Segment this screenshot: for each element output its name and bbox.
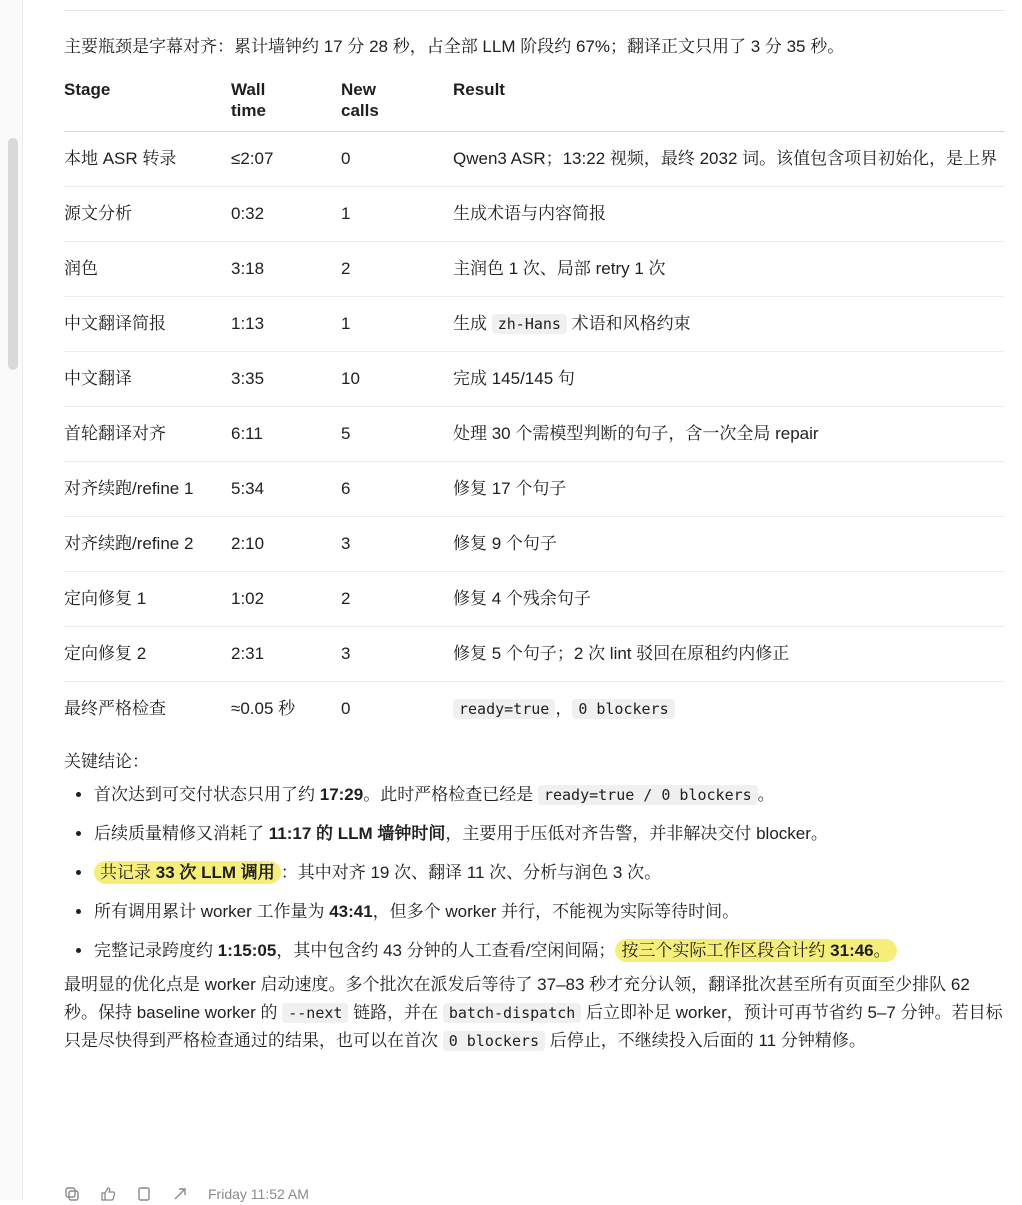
cell-time: ≤2:07 [231,132,341,187]
cell-stage: 源文分析 [64,187,231,242]
table-row [64,187,1004,242]
table-row [64,352,1004,407]
cell-stage: 定向修复 2 [64,627,231,682]
inline-code: batch-dispatch [443,1003,581,1023]
cell-calls: 1 [341,187,453,242]
cell-result: Qwen3 ASR；13:22 视频，最终 2032 词。该值包含项目初始化，是上界 [453,132,1004,187]
cell-stage: 最终严格检查 [64,699,166,718]
header-wall-time: Wall time [231,76,341,132]
inline-code: --next [282,1003,348,1023]
cell-stage: 首轮翻译对齐 [64,407,231,462]
inline-code: 0 blockers [572,699,674,719]
cell-calls: 2 [341,242,453,297]
table-row [64,407,1004,462]
cell-time: 3:18 [231,242,341,297]
list-item: • 完整记录跨度约 1:15:05，其中包含约 43 分钟的人工查看/空闲间隔； 按三个实际工作区段合计约 31:46。 [93,937,1004,965]
cell-time: 1:13 [231,297,341,352]
inline-code: ready=true [453,699,555,719]
stage-table [64,76,1004,736]
header-stage: Stage [64,76,231,132]
cell-calls: 2 [341,572,453,627]
header-result: Result [453,76,1004,132]
table-header-row [64,76,1004,132]
cell-stage: 本地 ASR 转录 [64,132,231,187]
cell-time: 1:02 [231,572,341,627]
list-item: • 首次达到可交付状态只用了约 17:29。此时严格检查已经是 ready=true / 0 blockers 。 [93,781,1004,809]
cell-result: 处理 30 个需模型判断的句子，含一次全局 repair [453,407,1004,462]
cell-stage: 润色 [64,242,231,297]
cell-result: 修复 9 个句子 [453,517,1004,572]
cell-calls: 1 [341,297,453,352]
table-row [64,462,1004,517]
cell-stage: 对齐续跑/refine 2 [64,517,231,572]
cell-calls: 3 [341,627,453,682]
cell-calls: 5 [341,407,453,462]
cell-calls: 3 [341,517,453,572]
cell-result: 修复 5 个句子；2 次 lint 驳回在原租约内修正 [453,627,1004,682]
table-row [64,682,1004,737]
cell-result: 完成 145/145 句 [453,352,1004,407]
scrollbar-thumb[interactable] [8,138,18,370]
cell-stage: 中文翻译 [64,352,231,407]
list-item: • 共记录 33 次 LLM 调用 ：其中对齐 19 次、翻译 11 次、分析与润色 3 次。 [93,859,1004,887]
cell-calls: 10 [341,352,453,407]
cell-result: 生成术语与内容简报 [453,187,1004,242]
cell-calls: 6 [341,462,453,517]
header-new-calls: New calls [341,76,453,132]
timestamp: Friday 11:52 AM [208,1186,309,1202]
cell-result: ready=true ， 0 blockers [453,682,1004,737]
top-divider [64,10,1004,11]
list-item: • 所有调用累计 worker 工作量为 43:41，但多个 worker 并行，不能视为实际等待时间。 [93,898,1004,926]
cell-time: 2:10 [231,517,341,572]
inline-code: 0 blockers [443,1031,545,1051]
cell-stage: 中文翻译简报 [64,297,231,352]
table-row [64,242,1004,297]
cell-stage: 定向修复 1 [64,572,231,627]
cell-result: 生成 zh-Hans 术语和风格约束 [453,297,1004,352]
list-item: • 后续质量精修又消耗了 11:17 的 LLM 墙钟时间，主要用于压低对齐告警，并非解决交付 blocker。 [93,820,1004,848]
final-paragraph: 最明显的优化点是 worker 启动速度。多个批次在派发后等待了 37–83 秒才充分认领，翻译批次甚至所有页面至少排队 62 秒。保持 baseline worker 的 --next 链路，并在 batch-dispatch 后立即补足 worker，预计可再节省约 5–7 分钟。若目标只是尽快得到严格检查通过的结果，也可以在首次 0 blockers 后停止，不继续投入后面的 11 分钟精修。 [64,975,1003,1050]
cell-result: 修复 17 个句子 [453,462,1004,517]
cell-time: 5:34 [231,462,341,517]
conclusions-list [64,781,1004,965]
cell-result: 主润色 1 次、局部 retry 1 次 [453,242,1004,297]
cell-time: 3:35 [231,352,341,407]
highlight: 按三个实际工作区段合计约 31:46。 [615,939,896,962]
inline-code: ready=true / 0 blockers [538,785,758,805]
cell-result: 修复 4 个残余句子 [453,572,1004,627]
cell-time: 0:32 [231,187,341,242]
cell-stage: 对齐续跑/refine 1 [64,462,231,517]
cell-time: 2:31 [231,627,341,682]
intro-paragraph: 主要瓶颈是字幕对齐：累计墙钟约 17 分 28 秒，占全部 LLM 阶段约 67%；翻译正文只用了 3 分 35 秒。 [64,37,845,56]
message-content [64,33,1004,1055]
cell-calls: 0 [341,132,453,187]
conclusions-title: 关键结论： [64,752,149,771]
highlight: 共记录 33 次 LLM 调用 [94,861,281,884]
table-row [64,627,1004,682]
cell-time: ≈0.05 秒 [231,699,296,718]
cell-time: 6:11 [231,407,341,462]
table-row [64,572,1004,627]
table-row [64,517,1004,572]
cell-calls: 0 [341,699,351,718]
table-row [64,132,1004,187]
table-row [64,297,1004,352]
inline-code: zh-Hans [492,314,567,334]
